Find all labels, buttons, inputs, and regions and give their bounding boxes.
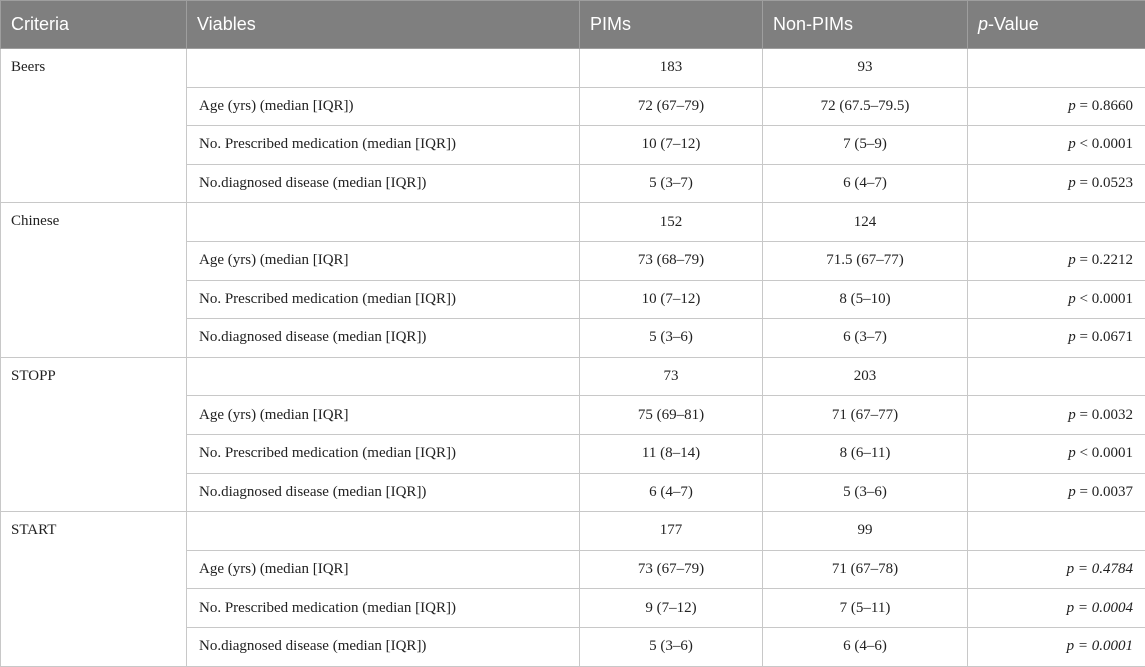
p-value-cell xyxy=(968,87,1145,126)
criteria-cell: START xyxy=(1,512,187,666)
viable-cell-empty xyxy=(187,357,580,396)
p-value-number: < 0.0001 xyxy=(1080,291,1133,307)
p-label: p xyxy=(1068,407,1076,423)
pims-count-cell: 73 xyxy=(580,357,763,396)
header-viables: Viables xyxy=(187,1,580,49)
p-value-number: = 0.0032 xyxy=(1080,407,1133,423)
table-row xyxy=(1,512,1145,551)
header-p-value xyxy=(968,1,1145,49)
p-value-number: < 0.0001 xyxy=(1080,136,1133,152)
non-pims-cell: 71 (67–78) xyxy=(763,550,968,589)
table-row xyxy=(1,357,1145,396)
pims-cell: 73 (68–79) xyxy=(580,241,763,280)
non-pims-cell: 7 (5–9) xyxy=(763,126,968,165)
pims-cell: 5 (3–6) xyxy=(580,627,763,666)
p-label: p xyxy=(1067,638,1075,654)
non-pims-cell: 8 (5–10) xyxy=(763,280,968,319)
p-value-cell xyxy=(968,280,1145,319)
p-value-cell xyxy=(968,319,1145,358)
pims-count-cell: 183 xyxy=(580,49,763,88)
pims-cell: 10 (7–12) xyxy=(580,126,763,165)
viable-cell-empty xyxy=(187,203,580,242)
viable-cell: Age (yrs) (median [IQR] xyxy=(187,396,580,435)
p-value-number: = 0.0001 xyxy=(1078,638,1133,654)
p-value-cell xyxy=(968,241,1145,280)
p-value-cell xyxy=(968,164,1145,203)
p-value-cell-empty xyxy=(968,203,1145,242)
p-value-cell-empty xyxy=(968,357,1145,396)
viable-cell: No.diagnosed disease (median [IQR]) xyxy=(187,319,580,358)
viable-cell: No.diagnosed disease (median [IQR]) xyxy=(187,473,580,512)
viable-cell: No. Prescribed medication (median [IQR]) xyxy=(187,280,580,319)
p-label: p xyxy=(1068,291,1076,307)
viable-cell: No. Prescribed medication (median [IQR]) xyxy=(187,126,580,165)
pims-count-cell: 152 xyxy=(580,203,763,242)
viable-cell: No.diagnosed disease (median [IQR]) xyxy=(187,627,580,666)
p-label: p xyxy=(1068,329,1076,345)
p-value-number: = 0.0004 xyxy=(1078,600,1133,616)
pims-cell: 5 (3–7) xyxy=(580,164,763,203)
pims-cell: 73 (67–79) xyxy=(580,550,763,589)
viable-cell: No.diagnosed disease (median [IQR]) xyxy=(187,164,580,203)
pims-cell: 5 (3–6) xyxy=(580,319,763,358)
table-header xyxy=(1,1,1145,49)
non-pims-cell: 6 (4–6) xyxy=(763,627,968,666)
non-pims-cell: 71 (67–77) xyxy=(763,396,968,435)
criteria-cell: Chinese xyxy=(1,203,187,357)
p-value-number: = 0.0671 xyxy=(1080,329,1133,345)
p-label: p xyxy=(1068,98,1076,114)
viable-cell: Age (yrs) (median [IQR]) xyxy=(187,87,580,126)
non-pims-count-cell: 124 xyxy=(763,203,968,242)
header-criteria: Criteria xyxy=(1,1,187,49)
table-row xyxy=(1,49,1145,88)
p-value-cell xyxy=(968,627,1145,666)
p-value-cell xyxy=(968,396,1145,435)
p-value-cell-empty xyxy=(968,49,1145,88)
p-label: p xyxy=(1067,600,1075,616)
header-p-rest: -Value xyxy=(988,14,1039,34)
p-value-number: = 0.4784 xyxy=(1078,561,1133,577)
viable-cell-empty xyxy=(187,49,580,88)
pims-cell: 10 (7–12) xyxy=(580,280,763,319)
p-label: p xyxy=(1068,252,1076,268)
p-value-cell-empty xyxy=(968,512,1145,551)
p-label: p xyxy=(1068,484,1076,500)
non-pims-cell: 71.5 (67–77) xyxy=(763,241,968,280)
header-row xyxy=(1,1,1145,49)
table-body xyxy=(1,49,1145,667)
non-pims-cell: 5 (3–6) xyxy=(763,473,968,512)
pims-cell: 11 (8–14) xyxy=(580,434,763,473)
table-row xyxy=(1,203,1145,242)
viable-cell-empty xyxy=(187,512,580,551)
p-value-cell xyxy=(968,589,1145,628)
p-label: p xyxy=(1068,175,1076,191)
viable-cell: No. Prescribed medication (median [IQR]) xyxy=(187,589,580,628)
non-pims-count-cell: 93 xyxy=(763,49,968,88)
p-label: p xyxy=(1068,136,1076,152)
p-value-cell xyxy=(968,434,1145,473)
non-pims-cell: 7 (5–11) xyxy=(763,589,968,628)
non-pims-count-cell: 99 xyxy=(763,512,968,551)
p-label: p xyxy=(1068,445,1076,461)
p-value-number: = 0.0523 xyxy=(1080,175,1133,191)
non-pims-count-cell: 203 xyxy=(763,357,968,396)
header-non-pims: Non-PIMs xyxy=(763,1,968,49)
pims-cell: 9 (7–12) xyxy=(580,589,763,628)
p-value-cell xyxy=(968,550,1145,589)
viable-cell: No. Prescribed medication (median [IQR]) xyxy=(187,434,580,473)
viable-cell: Age (yrs) (median [IQR] xyxy=(187,550,580,589)
non-pims-cell: 8 (6–11) xyxy=(763,434,968,473)
header-pims: PIMs xyxy=(580,1,763,49)
p-value-cell xyxy=(968,473,1145,512)
pims-count-cell: 177 xyxy=(580,512,763,551)
viable-cell: Age (yrs) (median [IQR] xyxy=(187,241,580,280)
p-value-number: = 0.0037 xyxy=(1080,484,1133,500)
pims-cell: 72 (67–79) xyxy=(580,87,763,126)
p-value-number: = 0.2212 xyxy=(1080,252,1133,268)
p-label: p xyxy=(1067,561,1075,577)
pims-cell: 75 (69–81) xyxy=(580,396,763,435)
header-p-italic: p xyxy=(978,14,988,34)
criteria-cell: STOPP xyxy=(1,357,187,511)
criteria-cell: Beers xyxy=(1,49,187,203)
non-pims-cell: 6 (3–7) xyxy=(763,319,968,358)
p-value-cell xyxy=(968,126,1145,165)
pims-cell: 6 (4–7) xyxy=(580,473,763,512)
p-value-number: = 0.8660 xyxy=(1080,98,1133,114)
non-pims-cell: 72 (67.5–79.5) xyxy=(763,87,968,126)
non-pims-cell: 6 (4–7) xyxy=(763,164,968,203)
p-value-number: < 0.0001 xyxy=(1080,445,1133,461)
